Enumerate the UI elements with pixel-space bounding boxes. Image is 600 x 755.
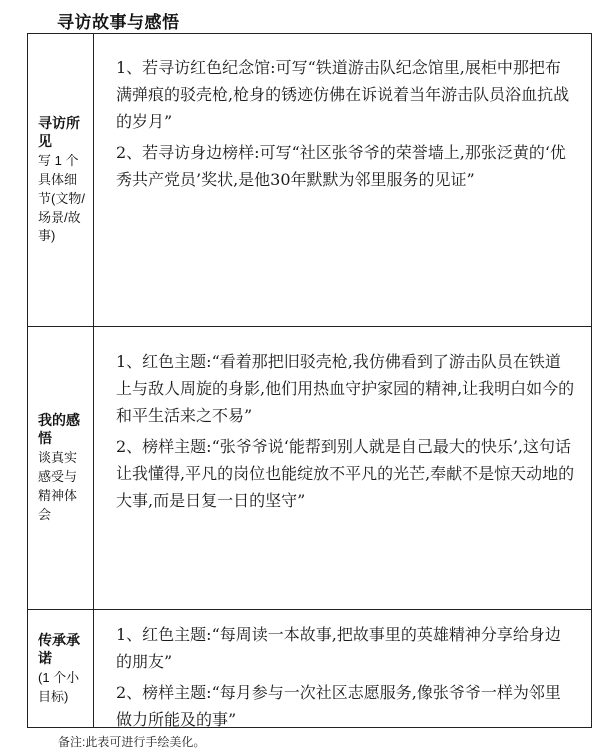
row-heading: 寻访所见 xyxy=(38,114,80,149)
page-title: 寻访故事与感悟 xyxy=(57,13,180,32)
row-heading: 我的感悟 xyxy=(38,411,80,446)
row-instruction: (1 个小目标) xyxy=(38,670,80,705)
row-label-cell xyxy=(28,34,93,326)
answer-paragraph: 1、若寻访红色纪念馆:可写“铁道游击队纪念馆里,展柜中那把布满弹痕的驳壳枪,枪身的锈迹仿佛在诉说着当年游击队员浴血抗战的岁月” xyxy=(116,58,570,131)
handwritten-answer xyxy=(94,609,591,729)
answer-paragraph: 1、红色主题:“看着那把旧驳壳枪,我仿佛看到了游击队员在铁道上与敌人周旋的身影,他们用热血守护家园的精神,让我明白如今的和平生活来之不易” xyxy=(116,352,575,425)
reflection-table xyxy=(27,33,592,728)
handwritten-answer xyxy=(94,326,591,609)
answer-paragraph: 2、榜样主题:“每月参与一次社区志愿服务,像张爷爷一样为邻里做力所能及的事” xyxy=(116,683,561,729)
row-heading: 传承承诺 xyxy=(38,631,80,667)
answer-paragraph: 2、若寻访身边榜样:可写“社区张爷爷的荣誉墙上,那张泛黄的‘优秀共产党员’奖状,是他30年默默为邻里服务的见证” xyxy=(116,143,566,189)
row-instruction: 谈真实感受与精神体会 xyxy=(38,450,78,522)
footnote: 备注:此表可进行手绘美化。 xyxy=(58,735,206,749)
answer-paragraph: 1、红色主题:“每周读一本故事,把故事里的英雄精神分享给身边的朋友” xyxy=(116,625,561,671)
row-visit-findings xyxy=(28,34,591,326)
row-label-cell xyxy=(28,609,93,729)
row-label-cell xyxy=(28,326,93,609)
row-instruction: 写 1 个具体细节(文物/场景/故事) xyxy=(38,153,85,244)
answer-paragraph: 2、榜样主题:“张爷爷说‘能帮到别人就是自己最大的快乐’,这句话让我懂得,平凡的岗位也能绽放不平凡的光芒,奉献不是惊天动地的大事,而是日复一日的坚守” xyxy=(116,437,575,510)
handwritten-answer xyxy=(94,34,591,326)
row-commitment xyxy=(28,609,591,729)
row-reflections xyxy=(28,326,591,609)
